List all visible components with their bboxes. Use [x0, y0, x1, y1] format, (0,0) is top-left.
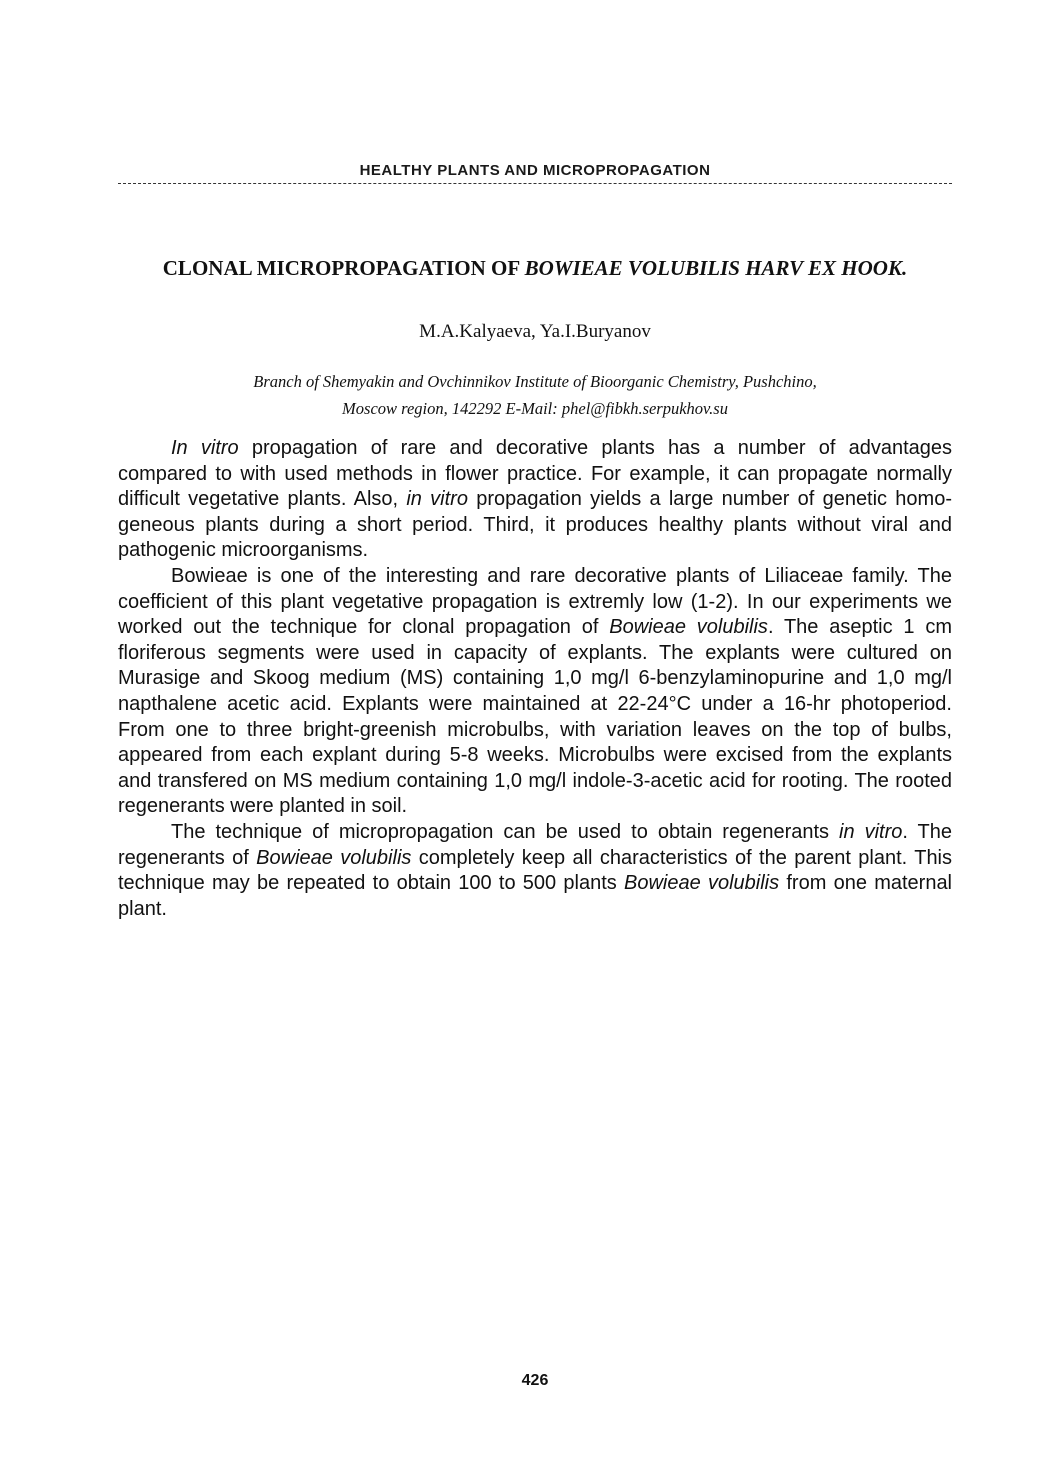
italic-term: Bowieae volubilis	[624, 872, 780, 895]
title-prefix: CLONAL MICROPROPAGATION OF	[162, 256, 525, 280]
affiliation	[118, 368, 952, 422]
text-run: The technique of micropropagation can be used to obtain regenerants	[171, 820, 840, 843]
authors: M.A.Kalyaeva, Ya.I.Buryanov	[419, 321, 651, 342]
body-paragraph-3	[118, 820, 952, 922]
article-body	[118, 436, 952, 922]
page-number: 426	[521, 1372, 549, 1389]
italic-term: in vitro	[406, 488, 468, 511]
text-run: . The regenerants of	[118, 820, 953, 869]
running-header: HEALTHY PLANTS AND MICROPROPAGATION	[359, 162, 711, 179]
affiliation-line-1: Branch of Shemyakin and Ovchinnikov Institute of Bioorganic Chemistry, Pushchino,	[253, 372, 817, 391]
body-paragraph-2	[118, 564, 952, 820]
title-species: BOWIEAE VOLUBILIS HARV EX HOOK.	[524, 256, 908, 280]
italic-term: In vitro	[171, 437, 239, 459]
article-title	[118, 254, 952, 282]
header-divider	[118, 183, 952, 184]
text-run: propagation of rare and decorative plants has a number of advantages compared to with used methods in flower practice. For example, it can propagate normally difficult vegetative plants. Also,	[118, 437, 952, 511]
text-run: completely keep all characteristics of the parent plant. This technique may be repeated to obtain 100 to 500 plants	[118, 846, 953, 895]
affiliation-line-2: Moscow region, 142292 E-Mail: phel@fibkh.serpukhov.su	[342, 399, 728, 418]
text-run: from one maternal plant.	[118, 872, 953, 920]
text-run: propagation yields a large number of genetic homo-geneous plants during a short period. Third, it produces healthy plants without viral and pathogenic microorganisms.	[118, 488, 953, 562]
italic-term: in vitro	[839, 820, 903, 843]
italic-term: Bowieae volubilis	[256, 846, 412, 869]
italic-term: Bowieae volubilis	[609, 616, 768, 639]
text-run: . The aseptic 1 cm floriferous segments were used in capacity of explants. The explants were cultured on Murasige and Skoog medium (MS) containing 1,0 mg/l 6-benzylaminopurine and 1,0 mg/l napthalene acetic acid. Explants were maintained at 22-24°C under a 16-hr photoperiod. From one to three bright-greenish microbulbs, with variation leaves on the top of bulbs, appeared from each explant during 5-8 weeks. Microbulbs were excised from the explants and transfered on MS medium containing 1,0 mg/l indole-3-acetic acid for rooting. The rooted regenerants were planted in soil.	[118, 616, 952, 818]
body-paragraph-1	[118, 436, 952, 564]
text-run: Bowieae is one of the interesting and rare decorative plants of Liliaceae family. The coefficient of this plant vegetative propagation is extremly low (1-2). In our experiments we worked out the technique for clonal propagation of	[118, 564, 952, 639]
